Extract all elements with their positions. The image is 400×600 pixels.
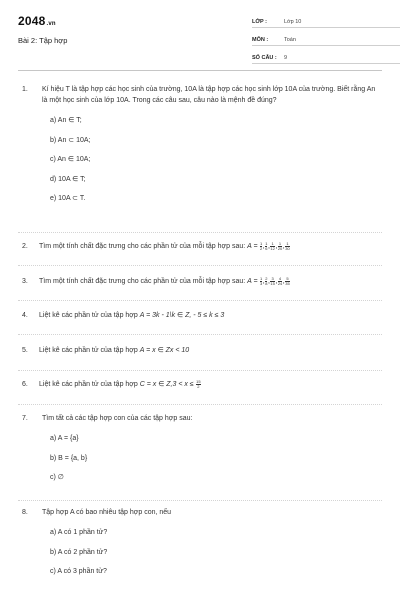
question-7 bbox=[22, 413, 382, 492]
fraction-denominator: 12 bbox=[270, 245, 275, 251]
math-fraction bbox=[278, 277, 282, 286]
meta-row-subject bbox=[252, 32, 400, 46]
question-divider bbox=[18, 232, 382, 233]
option-item: d) 10A ∈ T; bbox=[50, 175, 86, 183]
fraction-numerator: 1 bbox=[271, 240, 274, 246]
question-5 bbox=[22, 345, 382, 356]
question-text: Tìm tất cả các tập hợp con của các tập hợp sau: bbox=[42, 415, 193, 422]
option-list bbox=[50, 527, 382, 586]
meta-value: Toán bbox=[284, 37, 296, 43]
option-item: c) ∅ bbox=[50, 474, 64, 481]
question-number: 2. bbox=[22, 243, 28, 250]
list-separator: , bbox=[275, 278, 278, 285]
question-divider bbox=[18, 370, 382, 371]
option-list bbox=[50, 115, 382, 213]
fraction-denominator: 6 bbox=[265, 245, 268, 251]
question-text bbox=[39, 310, 382, 321]
fraction-numerator: 5 bbox=[286, 275, 289, 281]
fraction-numerator: 1 bbox=[260, 240, 263, 246]
fraction-list bbox=[260, 275, 291, 286]
question-divider bbox=[18, 265, 382, 266]
fraction-numerator: 1 bbox=[286, 240, 289, 246]
question-divider bbox=[18, 300, 382, 301]
meta-label: MÔN : bbox=[252, 37, 269, 43]
list-separator: , bbox=[282, 278, 285, 285]
question-number: 4. bbox=[22, 312, 28, 319]
list-separator: , bbox=[282, 243, 285, 250]
logo-tld: .vn bbox=[46, 21, 56, 27]
meta-row-count bbox=[252, 50, 400, 64]
math-fraction bbox=[282, 240, 290, 251]
math-fraction bbox=[196, 380, 200, 389]
question-number: 7. bbox=[22, 415, 28, 422]
option-item: c) An ∈ 10A; bbox=[50, 156, 91, 163]
fraction-numerator: 2 bbox=[265, 275, 268, 281]
question-1 bbox=[22, 84, 382, 213]
fraction-denominator: 2 bbox=[260, 245, 263, 251]
question-number: 6. bbox=[22, 381, 28, 388]
question-text bbox=[39, 345, 382, 356]
question-text bbox=[39, 379, 382, 390]
question-text bbox=[39, 276, 382, 287]
question-stem: Liệt kê các phần tử của tập hợp bbox=[39, 312, 138, 319]
option-item: b) B = {a, b} bbox=[50, 454, 88, 462]
lesson-title: Bài 2: Tập hợp bbox=[18, 36, 68, 45]
fraction-denominator: 3 bbox=[260, 280, 263, 286]
question-6 bbox=[22, 379, 382, 390]
question-4 bbox=[22, 310, 382, 321]
question-number: 1. bbox=[22, 86, 28, 93]
fraction-denominator: 2 bbox=[197, 383, 200, 389]
fraction-numerator: 4 bbox=[278, 275, 282, 281]
question-stem: Tìm một tính chất đặc trưng cho các phần tử của mỗi tập hợp sau: bbox=[39, 278, 246, 285]
question-stem: Tìm một tính chất đặc trưng cho các phần tử của mỗi tập hợp sau: bbox=[39, 243, 246, 250]
question-stem: Liệt kê các phần tử của tập hợp bbox=[39, 347, 138, 354]
fraction-numerator: 1 bbox=[260, 275, 263, 281]
header-divider bbox=[18, 70, 382, 71]
question-text: Tập hợp A có bao nhiêu tập hợp con, nếu bbox=[42, 509, 172, 516]
fraction-numerator: 15 bbox=[196, 378, 201, 384]
math-expression: A = x ∈ Zx < 10 bbox=[139, 347, 190, 354]
site-logo[interactable] bbox=[18, 14, 56, 28]
meta-box bbox=[252, 14, 400, 68]
option-item: a) A có 1 phần tử? bbox=[50, 529, 108, 536]
math-expression: C = x ∈ Z,3 < x ≤ bbox=[139, 381, 194, 388]
option-item: b) An ⊂ 10A; bbox=[50, 136, 91, 144]
fraction-denominator: 20 bbox=[277, 245, 283, 251]
option-list bbox=[50, 433, 382, 492]
option-item: a) A = {a} bbox=[50, 435, 79, 442]
fraction-denominator: 8 bbox=[265, 280, 268, 286]
list-separator: , bbox=[267, 243, 270, 250]
fraction-numerator: 3 bbox=[271, 275, 274, 281]
fraction-denominator: 35 bbox=[285, 280, 290, 286]
question-stem: Liệt kê các phần tử của tập hợp bbox=[39, 381, 138, 388]
logo-text: 2048 bbox=[18, 14, 46, 28]
question-8 bbox=[22, 507, 382, 586]
option-item: a) An ∈ T; bbox=[50, 117, 82, 124]
set-expression bbox=[247, 240, 290, 251]
fraction-numerator: 1 bbox=[265, 240, 268, 246]
question-3 bbox=[22, 276, 382, 287]
question-2 bbox=[22, 241, 382, 252]
question-text bbox=[39, 241, 382, 252]
fraction-list bbox=[260, 240, 291, 251]
question-divider bbox=[18, 334, 382, 335]
option-item: b) A có 2 phần tử? bbox=[50, 548, 108, 556]
fraction-denominator: 15 bbox=[270, 280, 275, 286]
set-lhs: A = bbox=[247, 278, 260, 285]
math-fraction bbox=[278, 242, 282, 251]
option-item: c) A có 3 phần tử? bbox=[50, 568, 107, 575]
question-text: Kí hiệu T là tập hợp các học sinh của trường, 10A là tập hợp các học sinh lớp 10A của trường. Biết rằng An là một học sinh của lớp 10A. Trong các câu sau, câu nào là mệnh đề đúng? bbox=[42, 86, 376, 104]
meta-value: Lớp 10 bbox=[284, 19, 302, 25]
list-separator: , bbox=[262, 278, 265, 285]
question-number: 8. bbox=[22, 509, 28, 516]
math-expression: A = 3k - 1\k ∈ Z, - 5 ≤ k ≤ 3 bbox=[139, 312, 225, 319]
meta-value: 9 bbox=[284, 55, 288, 61]
question-number: 5. bbox=[22, 347, 28, 354]
meta-label: SỐ CÂU : bbox=[252, 55, 277, 61]
meta-label: LỚP : bbox=[252, 19, 267, 25]
set-lhs: A = bbox=[247, 243, 260, 250]
list-separator: , bbox=[262, 243, 265, 250]
worksheet-header bbox=[18, 10, 382, 66]
list-separator: , bbox=[275, 243, 278, 250]
option-item: e) 10A ⊂ T. bbox=[50, 195, 86, 202]
fraction-denominator: 30 bbox=[285, 245, 290, 251]
set-expression bbox=[247, 275, 290, 286]
question-divider bbox=[18, 404, 382, 405]
list-separator: , bbox=[267, 278, 270, 285]
question-number: 3. bbox=[22, 278, 28, 285]
fraction-denominator: 24 bbox=[277, 280, 283, 286]
math-fraction bbox=[282, 275, 290, 286]
fraction-numerator: 1 bbox=[278, 240, 282, 246]
meta-row-class bbox=[252, 14, 400, 28]
question-divider bbox=[18, 500, 382, 501]
